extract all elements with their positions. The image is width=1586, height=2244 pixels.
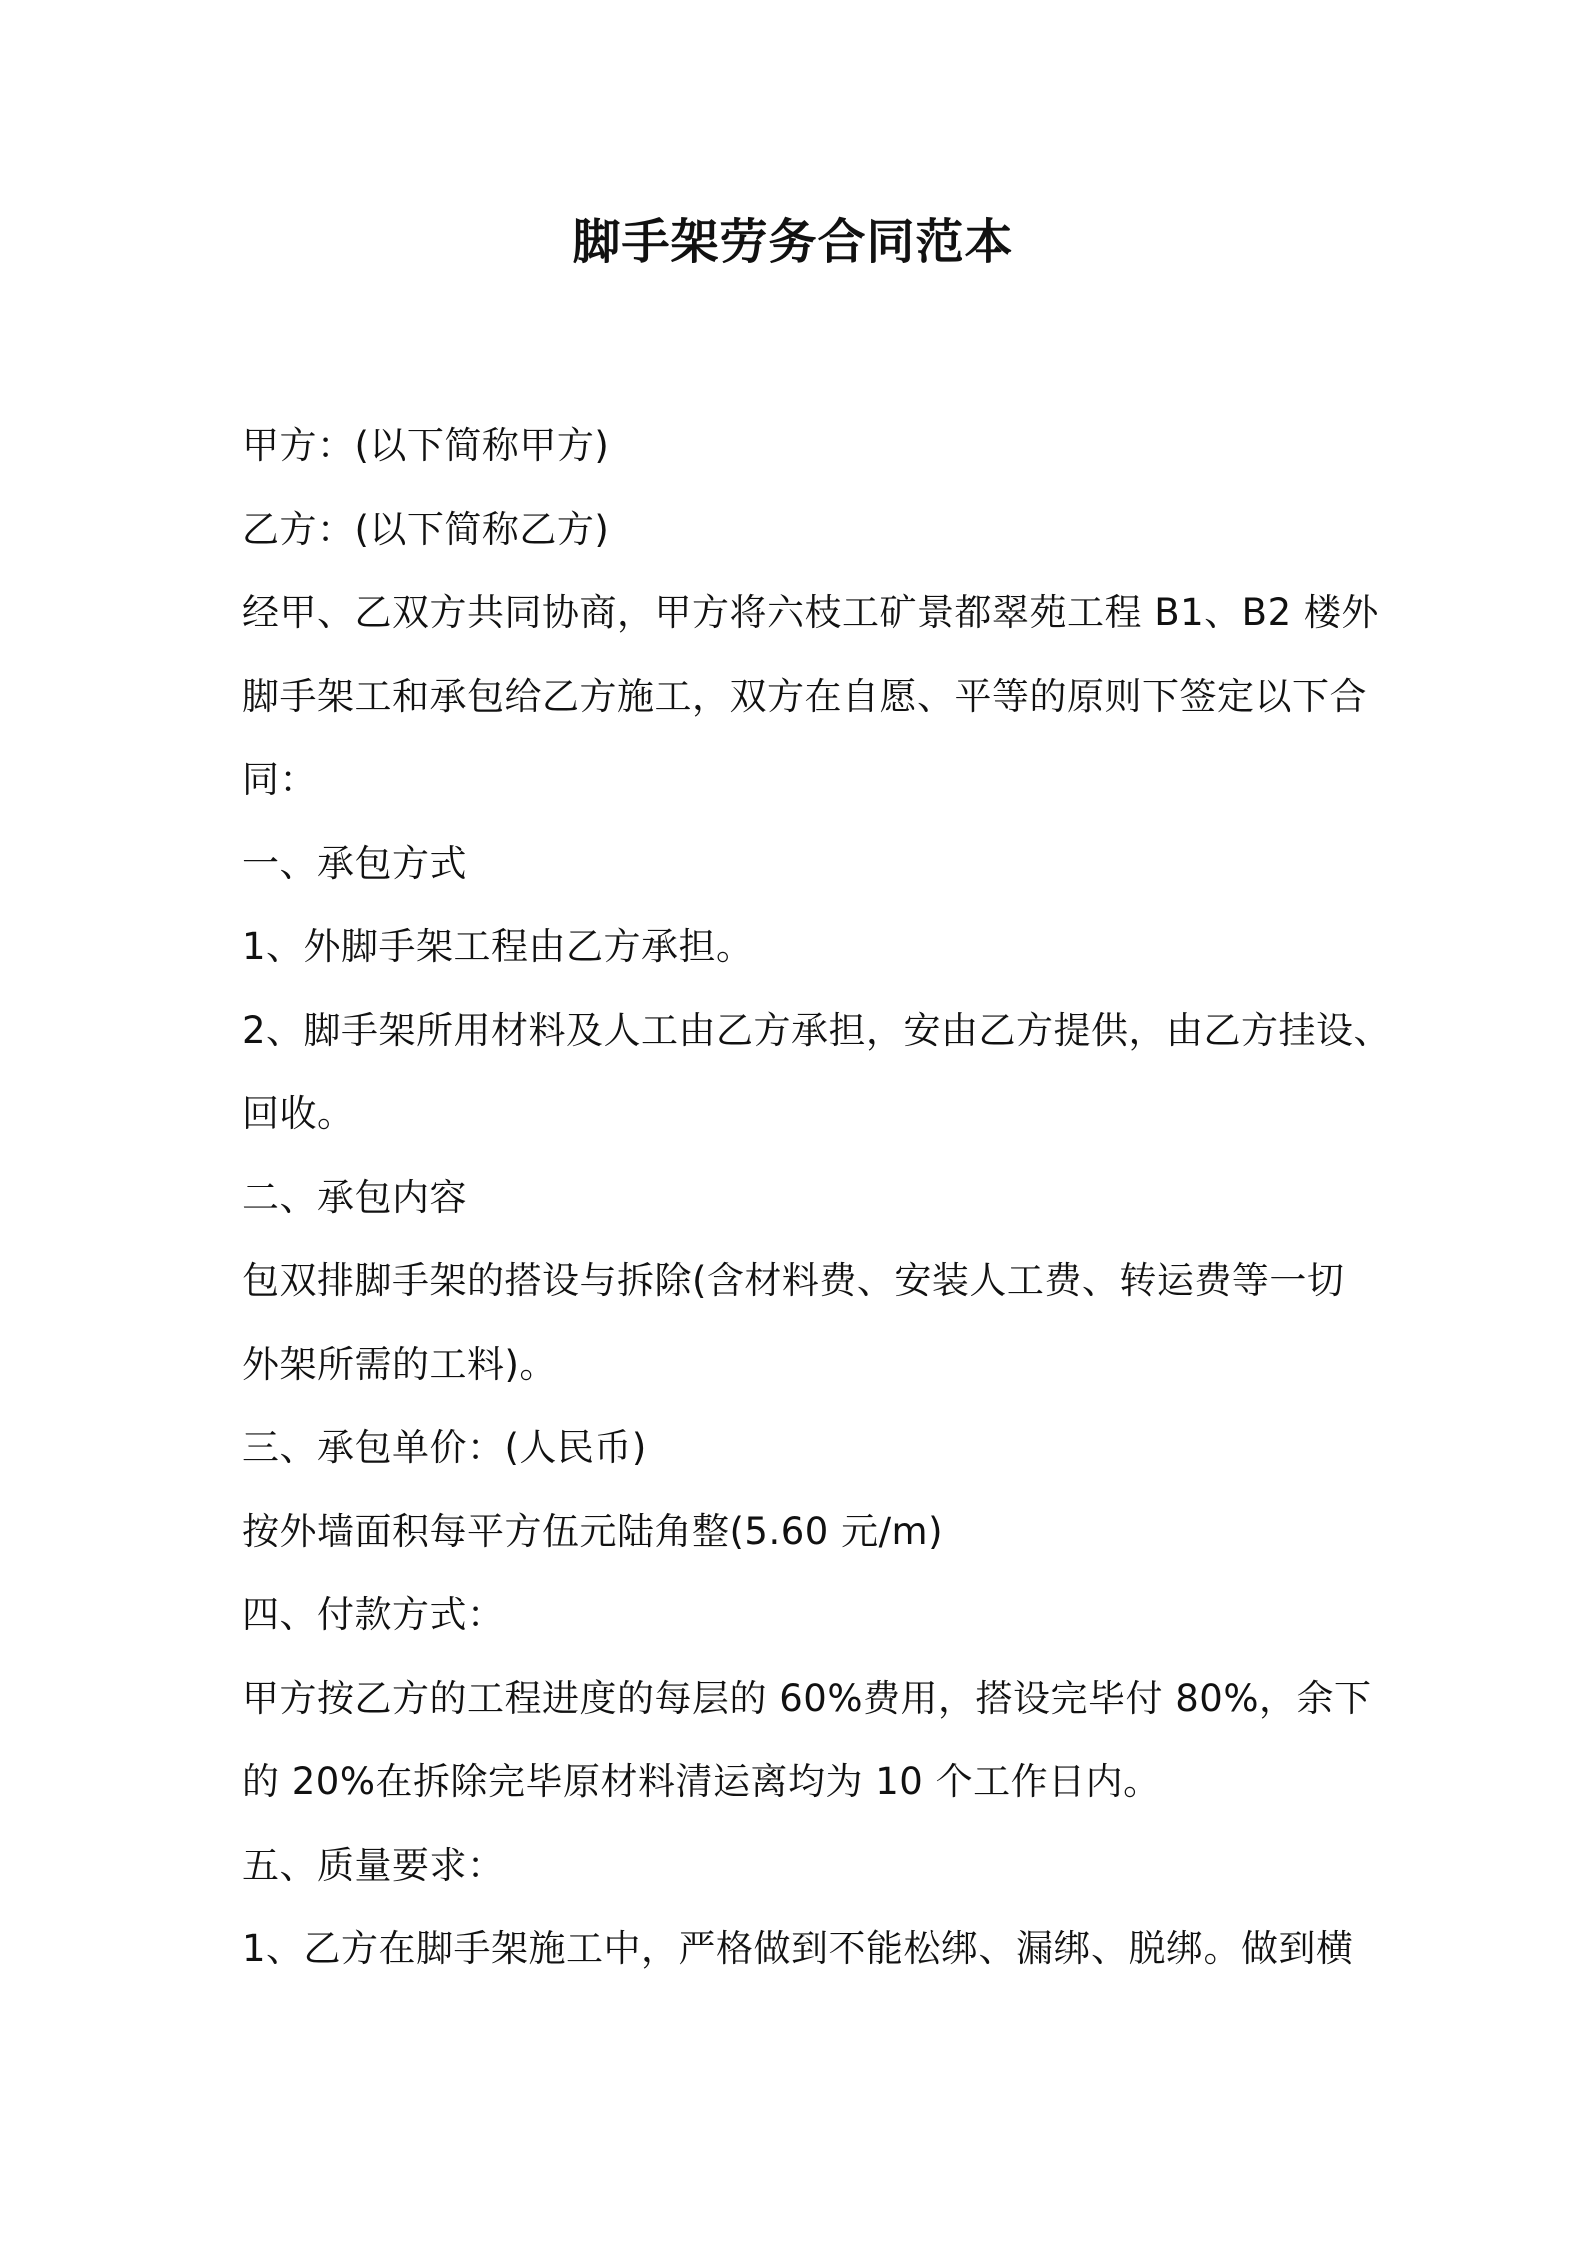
- section-heading-3: 三、承包单价：(人民币): [242, 1426, 647, 1469]
- party-a-line: 甲方：(以下简称甲方): [242, 424, 610, 467]
- preamble-line-2: 脚手架工和承包给乙方施工，双方在自愿、平等的原则下签定以下合: [242, 674, 1367, 718]
- section-heading-4: 四、付款方式：: [242, 1593, 505, 1636]
- unit-price-line: 按外墙面积每平方伍元陆角整(5.60 元/m): [242, 1509, 944, 1553]
- party-b-line: 乙方：(以下简称乙方): [242, 507, 610, 551]
- content-line-1: 包双排脚手架的搭设与拆除(含材料费、安装人工费、转运费等一切: [242, 1259, 1345, 1302]
- document-title: 脚手架劳务合同范本: [572, 214, 1014, 270]
- clause-1-2-line-1: 2、脚手架所用材料及人工由乙方承担，安由乙方提供，由乙方挂设、: [242, 1008, 1392, 1052]
- section-heading-2: 二、承包内容: [242, 1175, 467, 1219]
- clause-1-2-line-2: 回收。: [242, 1092, 355, 1135]
- clause-1-1: 1、外脚手架工程由乙方承担。: [242, 925, 754, 968]
- payment-line-2: 的 20%在拆除完毕原材料清运离均为 10 个工作日内。: [242, 1760, 1161, 1803]
- quality-clause-1: 1、乙方在脚手架施工中，严格做到不能松绑、漏绑、脱绑。做到横: [242, 1927, 1354, 1970]
- preamble-line-1: 经甲、乙双方共同协商，甲方将六枝工矿景都翠苑工程 B1、B2 楼外: [242, 591, 1379, 634]
- preamble-line-3: 同：: [242, 758, 317, 801]
- document-body: [242, 404, 1392, 1991]
- payment-line-1: 甲方按乙方的工程进度的每层的 60%费用，搭设完毕付 80%，余下: [242, 1676, 1372, 1720]
- content-line-2: 外架所需的工料)。: [242, 1342, 557, 1386]
- section-heading-1: 一、承包方式: [242, 841, 467, 885]
- section-heading-5: 五、质量要求：: [242, 1843, 505, 1887]
